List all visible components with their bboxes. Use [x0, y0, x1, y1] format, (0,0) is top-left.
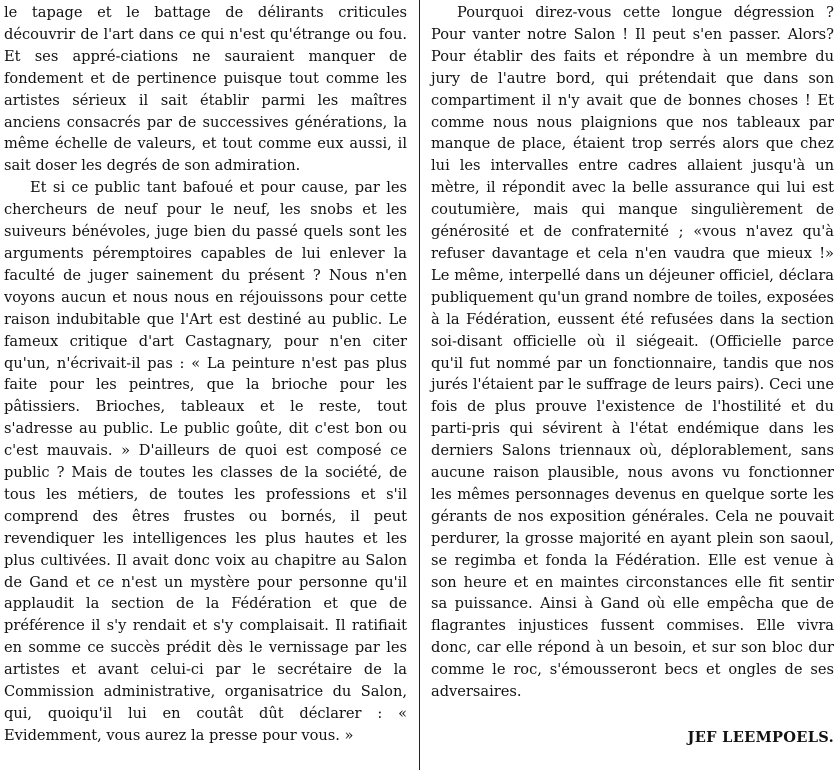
- paragraph: le tapage et le battage de délirants criticules découvrir de l'art dans ce qui n'est qu'étrange ou fou. Et ses appré-ciations ne sauraient manquer de fondement et de pertinence puisque tout comme les artistes sérieux il sait établir parmi les maîtres anciens consacrés par de successives générations, la même échelle de valeurs, et tout comme eux aussi, il sait doser les degrés de son admiration.: [4, 4, 407, 175]
- right-column: [419, 0, 838, 770]
- author-signature: JEF LEEMPOELS.: [687, 729, 834, 746]
- column-divider: [419, 0, 420, 770]
- paragraph: Pourquoi direz-vous cette longue dégression ? Pour vanter notre Salon ! Il peut s'en passer. Alors? Pour établir des faits et répondre à un membre du jury de l'autre bord, qui prétendait que dans son compartiment il n'y avait que de bonnes choses ! Et comme nous nous plaignions que nos tableaux par manque de place, étaient trop serrés alors que chez lui les intervalles entre cadres allaient jusqu'à un mètre, il répondit avec la belle assurance qui lui est coutumière, mais qui manque singulièrement de générosité et de confraternité ; «vous n'avez qu'à refuser davantage et cela n'en vaudra que mieux !» Le même, interpellé dans un déjeuner officiel, déclara publiquement qu'un grand nombre de toiles, exposées à la Fédération, eussent été refusées dans la section soi-disant officielle où il siégeait. (Officielle parce qu'il fut nommé par un fonctionnaire, tandis que nos jurés l'étaient par le suffrage de leurs pairs). Ceci une fois de plus prouve l'existence de l'hostilité et du parti-pris qui sévirent à l'état endémique dans les derniers Salons triennaux où, déplorablement, sans aucune raison plausible, nous avons vu fonctionner les mêmes personnages devenus en quelque sorte les gérants de nos exposition générales. Cela ne pouvait perdurer, la grosse majorité en ayant plein son saoul, se regimba et fonda la Fédération. Elle est venue à son heure et en maintes circonstances elle fit sentir sa puissance. Ainsi à Gand où elle empêcha que de flagrantes injustices fussent commises. Elle vivra donc, car elle répond à un besoin, et sur son bloc dur comme le roc, s'émousseront becs et ongles de ses adversaires.: [431, 4, 834, 701]
- paragraph: Et si ce public tant bafoué et pour cause, par les chercheurs de neuf pour le neuf, les snobs et les suiveurs bénévoles, juge bien du passé quels sont les arguments péremptoires capables de lui enlever la faculté de juger sainement du présent ? Nous n'en voyons aucun et nous nous en réjouissons pour cette raison indubitable que l'Art est destiné au public. Le fameux critique d'art Castagnary, pour n'en citer qu'un, n'écrivait-il pas : « La peinture n'est pas plus faite pour les peintres, que la brioche pour les pâtissiers. Brioches, tableaux et le reste, tout s'adresse au public. Le public goûte, dit c'est bon ou c'est mauvais. » D'ailleurs de quoi est composé ce public ? Mais de toutes les classes de la société, de tous les métiers, de toutes les professions et s'il comprend des êtres frustes ou bornés, il peut revendiquer les intelligences les plus hautes et les plus cultivées. Il avait donc voix au chapitre au Salon de Gand et ce n'est un mystère pour personne qu'il applaudit la section de la Fédération et que de préférence il s'y rendait et s'y complaisait. Il ratifiait en somme ce succès prédit dès le vernissage par les artistes et avant celui-ci par le secrétaire de la Commission administrative, organisatrice du Salon, qui, quoiqu'il lui en coutât dût déclarer : « Evidemment, vous aurez la presse pour vous. »: [4, 179, 407, 744]
